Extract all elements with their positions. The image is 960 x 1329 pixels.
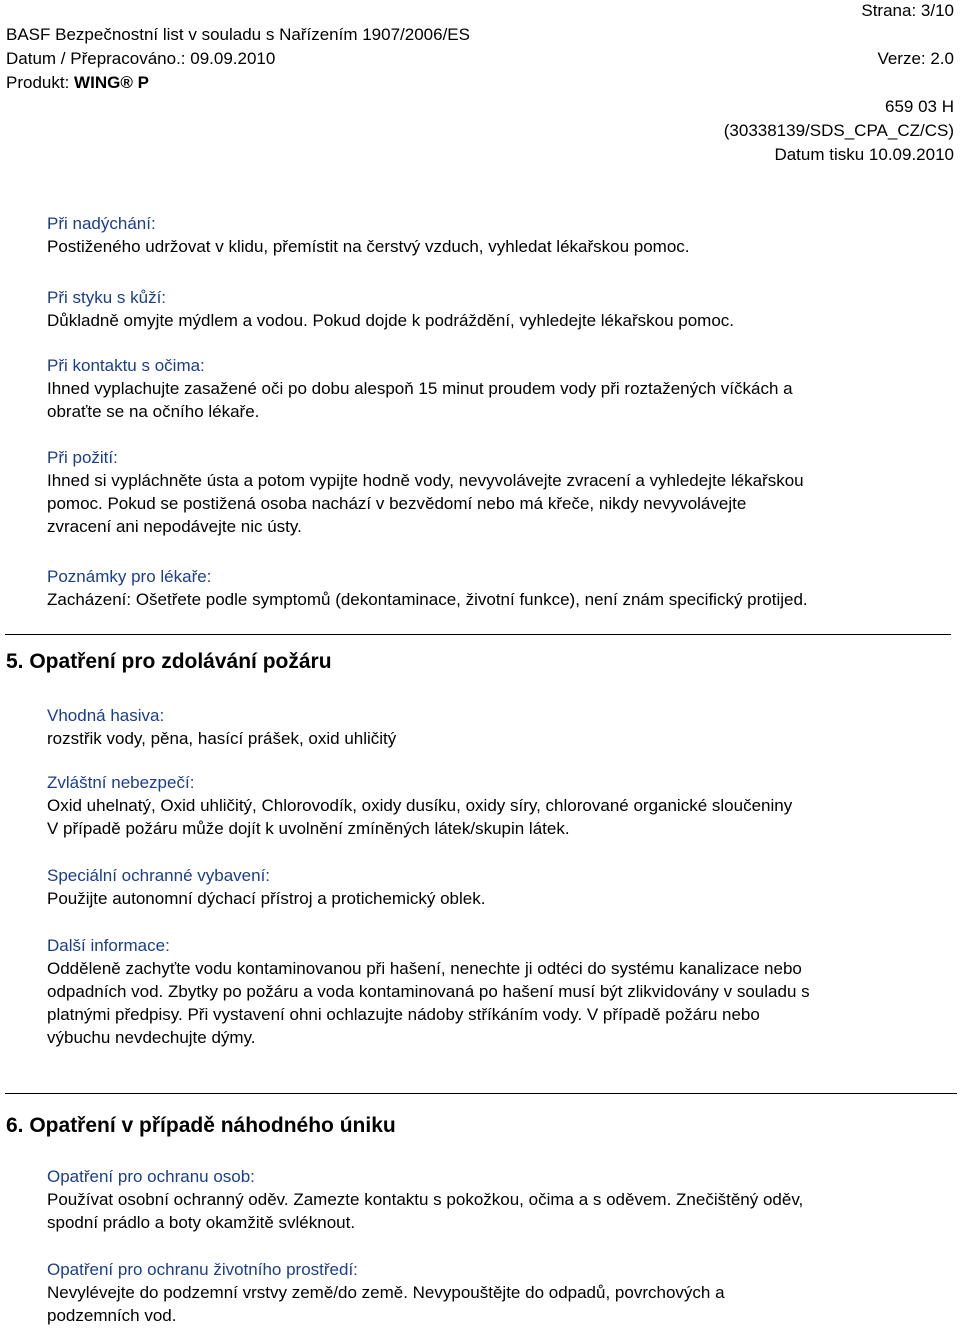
text-line: Oxid uhelnatý, Oxid uhličitý, Chlorovodík, oxidy dusíku, oxidy síry, chlorované organické sloučeniny (47, 796, 793, 815)
text-line: rozstřik vody, pěna, hasící prášek, oxid uhličitý (47, 729, 397, 748)
revision-date: Datum / Přepracováno.: 09.09.2010 (6, 49, 276, 68)
section-5-heading: 5. Opatření pro zdolávání požáru (6, 650, 332, 673)
section-divider (5, 634, 951, 635)
environmental-precautions (47, 1258, 957, 1327)
document-reference: (30338139/SDS_CPA_CZ/CS) (723, 121, 954, 140)
text-line: pomoc. Pokud se postižená osoba nachází v bezvědomí nebo má křeče, nikdy nevyvolávejte (47, 494, 747, 513)
first-aid-skin (47, 286, 957, 332)
subsection-label: Při nadýchání: (47, 214, 156, 233)
special-hazards (47, 771, 957, 840)
text-line: platnými předpisy. Při vystavení ohni ochlazujte nádoby stříkáním vody. V případě požáru nebo (47, 1005, 760, 1024)
version: Verze: 2.0 (877, 49, 954, 68)
subsection-label: Další informace: (47, 936, 170, 955)
subsection-label: Vhodná hasiva: (47, 706, 165, 725)
product-name: WING® P (74, 73, 149, 92)
subsection-label: Opatření pro ochranu osob: (47, 1167, 255, 1186)
section-divider (5, 1093, 957, 1094)
text-line: Odděleně zachyťte vodu kontaminovanou při hašení, nenechte ji odtéci do systému kanalizace nebo (47, 959, 802, 978)
section-6-heading: 6. Opatření v případě náhodného úniku (6, 1114, 396, 1137)
product-label: Produkt: (6, 73, 75, 92)
text-line: Použijte autonomní dýchací přístroj a protichemický oblek. (47, 889, 486, 908)
subsection-label: Zvláštní nebezpečí: (47, 773, 195, 792)
first-aid-eyes (47, 354, 957, 423)
first-aid-inhalation (47, 212, 957, 258)
text-line: Ihned vyplachujte zasažené oči po dobu alespoň 15 minut proudem vody při roztažených víčkách a (47, 379, 793, 398)
text-line: výbuchu nevdechujte dýmy. (47, 1028, 256, 1047)
print-date: Datum tisku 10.09.2010 (774, 145, 954, 164)
further-information (47, 934, 957, 1049)
subsection-label: Poznámky pro lékaře: (47, 567, 212, 586)
subsection-label: Při styku s kůží: (47, 288, 167, 307)
text-line: obraťte se na očního lékaře. (47, 402, 260, 421)
text-line: V případě požáru může dojít k uvolnění zmíněných látek/skupin látek. (47, 819, 570, 838)
extinguishing-media (47, 704, 957, 750)
text-line: spodní prádlo a boty okamžitě svléknout. (47, 1213, 356, 1232)
subsection-label: Speciální ochranné vybavení: (47, 866, 271, 885)
text-line: Zacházení: Ošetřete podle symptomů (dekontaminace, životní funkce), není znám specifický protijed. (47, 590, 808, 609)
subsection-label: Opatření pro ochranu životního prostředí: (47, 1260, 358, 1279)
text-line: Důkladně omyjte mýdlem a vodou. Pokud dojde k podráždění, vyhledejte lékařskou pomoc. (47, 311, 734, 330)
protective-equipment (47, 864, 957, 910)
first-aid-ingestion (47, 446, 957, 538)
document-title: BASF Bezpečnostní list v souladu s Nařízením 1907/2006/ES (6, 25, 470, 44)
physician-notes (47, 565, 957, 611)
product-line (6, 72, 149, 94)
text-line: zvracení ani nepodávejte nic ústy. (47, 517, 302, 536)
text-line: podzemních vod. (47, 1306, 177, 1325)
text-line: Nevylévejte do podzemní vrstvy země/do země. Nevypouštějte do odpadů, povrchových a (47, 1283, 725, 1302)
text-line: odpadních vod. Zbytky po požáru a voda kontaminovaná po hašení musí být zlikvidovány v souladu s (47, 982, 810, 1001)
text-line: Ihned si vypláchněte ústa a potom vypijte hodně vody, nevyvolávejte zvracení a vyhledejte lékařskou (47, 471, 804, 490)
text-line: Používat osobní ochranný oděv. Zamezte kontaktu s pokožkou, očima a s oděvem. Znečištěný oděv, (47, 1190, 804, 1209)
subsection-label: Při kontaktu s očima: (47, 356, 205, 375)
personal-precautions (47, 1165, 957, 1234)
product-code: 659 03 H (885, 97, 954, 116)
text-line: Postiženého udržovat v klidu, přemístit na čerstvý vzduch, vyhledat lékařskou pomoc. (47, 237, 690, 256)
page-number: Strana: 3/10 (861, 1, 954, 20)
subsection-label: Při požití: (47, 448, 118, 467)
